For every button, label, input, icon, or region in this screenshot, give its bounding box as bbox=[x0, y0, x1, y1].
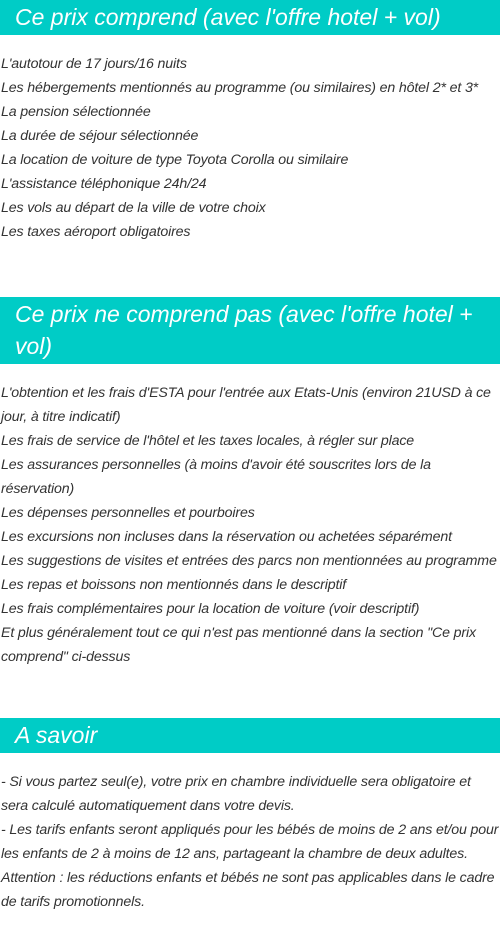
list-item: Les frais de service de l'hôtel et les taxes locales, à régler sur place bbox=[1, 433, 415, 449]
section-price-includes bbox=[0, 0, 500, 244]
list-item: L'autotour de 17 jours/16 nuits bbox=[1, 56, 187, 72]
excludes-list bbox=[0, 381, 500, 669]
list-item: Les taxes aéroport obligatoires bbox=[1, 224, 191, 240]
section-price-excludes bbox=[0, 297, 500, 669]
list-item: Et plus généralement tout ce qui n'est pas mentionné dans la section "Ce prix comprend" ci-dessus bbox=[1, 625, 476, 665]
list-item: Attention : les réductions enfants et bébés ne sont pas applicables dans le cadre de tarifs promotionnels. bbox=[1, 870, 495, 910]
list-item: L'obtention et les frais d'ESTA pour l'entrée aux Etats-Unis (environ 21USD à ce jour, à titre indicatif) bbox=[1, 385, 491, 425]
list-item: Les dépenses personnelles et pourboires bbox=[1, 505, 255, 521]
list-item: L'assistance téléphonique 24h/24 bbox=[1, 176, 207, 192]
list-item: - Si vous partez seul(e), votre prix en chambre individuelle sera obligatoire et sera calculé automatiquement dans votre devis. bbox=[1, 774, 471, 814]
list-item: La pension sélectionnée bbox=[1, 104, 151, 120]
includes-list bbox=[0, 52, 500, 244]
list-item: Les assurances personnelles (à moins d'avoir été souscrites lors de la réservation) bbox=[1, 457, 431, 497]
good-to-know-list bbox=[0, 770, 500, 914]
list-item: Les excursions non incluses dans la réservation ou achetées séparément bbox=[1, 529, 452, 545]
list-item: - Les tarifs enfants seront appliqués pour les bébés de moins de 2 ans et/ou pour les enfants de 2 à moins de 12 ans, partageant la chambre de deux adultes. bbox=[1, 822, 499, 862]
section-title: Ce prix comprend (avec l'offre hotel + vol) bbox=[0, 0, 500, 35]
list-item: Les vols au départ de la ville de votre choix bbox=[1, 200, 266, 216]
list-item: Les frais complémentaires pour la location de voiture (voir descriptif) bbox=[1, 601, 420, 617]
section-title: A savoir bbox=[0, 718, 500, 753]
section-good-to-know bbox=[0, 718, 500, 914]
section-title: Ce prix ne comprend pas (avec l'offre hotel + vol) bbox=[0, 297, 500, 364]
list-item: La location de voiture de type Toyota Corolla ou similaire bbox=[1, 152, 349, 168]
list-item: Les repas et boissons non mentionnés dans le descriptif bbox=[1, 577, 347, 593]
list-item: Les hébergements mentionnés au programme (ou similaires) en hôtel 2* et 3* bbox=[1, 80, 479, 96]
list-item: Les suggestions de visites et entrées des parcs non mentionnées au programme bbox=[1, 553, 497, 569]
list-item: La durée de séjour sélectionnée bbox=[1, 128, 199, 144]
